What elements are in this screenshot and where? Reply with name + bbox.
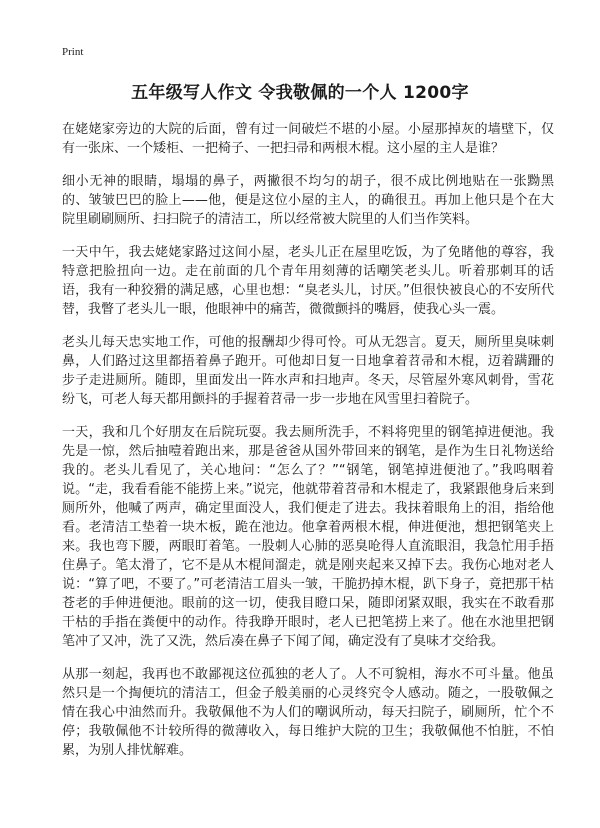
article-paragraph: 在姥姥家旁边的大院的后面，曾有过一间破烂不堪的小屋。小屋那掉灰的墙壁下，仅有一张床、一个矮柜、一把椅子、一把扫帚和两根木棍。这小屋的主人是谁？ (62, 122, 554, 156)
article-body (62, 120, 554, 774)
article-title: 五年级写人作文 令我敬佩的一个人 1200字 (131, 83, 469, 103)
article-paragraph: 一天，我和几个好朋友在后院玩耍。我去厕所洗手，不料将兜里的钢笔掉进便池。我先是一惊，然后抽噎着跑出来，那是爸爸从国外带回来的钢笔，是作为生日礼物送给我的。老头儿看见了，关心地问：“怎么了？”“钢笔，钢笔掉进便池了。”我呜咽着说。“走，我看看能不能捞上来。”说完，他就带着苕帚和木棍走了，我紧跟他身后来到厕所外，他喊了两声，确定里面没人，我们便走了进去。我抹着眼角上的泪，指给他看。老清洁工垫着一块木板，跪在池边。他拿着两根木棍，伸进便池，想把钢笔夹上来。我也弯下腰，两眼盯着笔。一股刺人心肺的恶臭呛得人直流眼泪，我急忙用手捂住鼻子。笔太滑了，它不是从木棍间溜走，就是刚夹起来又掉下去。我伤心地对老人说：“算了吧，不要了。”可老清洁工眉头一皱，干脆扔掉木棍，趴下身子，竟把那干枯苍老的手伸进便池。眼前的这一切，使我目瞪口呆，随即闭紧双眼，我实在不敢看那干枯的手指在粪便中的动作。待我睁开眼时，老人已把笔捞上来了。他在水池里把钢笔冲了又冲，洗了又洗，然后凑在鼻子下闻了闻，确定没有了臭味才交给我。 (62, 425, 554, 649)
print-link[interactable]: Print (62, 46, 84, 58)
article-paragraph: 老头儿每天忠实地工作，可他的报酬却少得可怜。可从无怨言。夏天，厕所里臭味刺鼻，人们路过这里都捂着鼻子跑开。可他却日复一日地拿着苕帚和木棍，迈着蹒跚的步子走进厕所。随即，里面发出一阵水声和扫地声。冬天，尽管屋外寒风刺骨，雪花纷飞，可老人每天都用颤抖的手握着苕帚一步一步地在风雪里扫着院子。 (62, 335, 554, 407)
article-paragraph: 一天中午，我去姥姥家路过这间小屋，老头儿正在屋里吃饭，为了免睹他的尊容，我特意把脸扭向一边。走在前面的几个青年用刻薄的话嘲笑老头儿。听着那刺耳的话语，我有一种狡猾的满足感，心里也想：“臭老头儿，讨厌。”但很快被良心的不安所代替，我瞥了老头儿一眼，他眼神中的痛苦，微微颤抖的嘴唇，使我心头一震。 (62, 245, 554, 317)
article-paragraph: 细小无神的眼睛，塌塌的鼻子，两撇很不均匀的胡子，很不成比例地贴在一张黝黑的、皱皱巴巴的脸上——他，便是这位小屋的主人，的确很丑。再加上他只是个在大院里刷刷厕所、扫扫院子的清洁工，所以经常被大院里的人们当作笑料。 (62, 174, 554, 227)
article-paragraph: 从那一刻起，我再也不敢鄙视这位孤独的老人了。人不可貌相，海水不可斗量。他虽然只是一个掏便坑的清洁工，但金子般美丽的心灵终究令人感动。随之，一股敬佩之情在我心中油然而升。我敬佩他不为人们的嘲讽所动，每天扫院子，刷厕所，忙个不停；我敬佩他不计较所得的微薄收入，每日维护大院的卫生；我敬佩他不怕脏，不怕累，为别人排忧解难。 (62, 667, 554, 758)
